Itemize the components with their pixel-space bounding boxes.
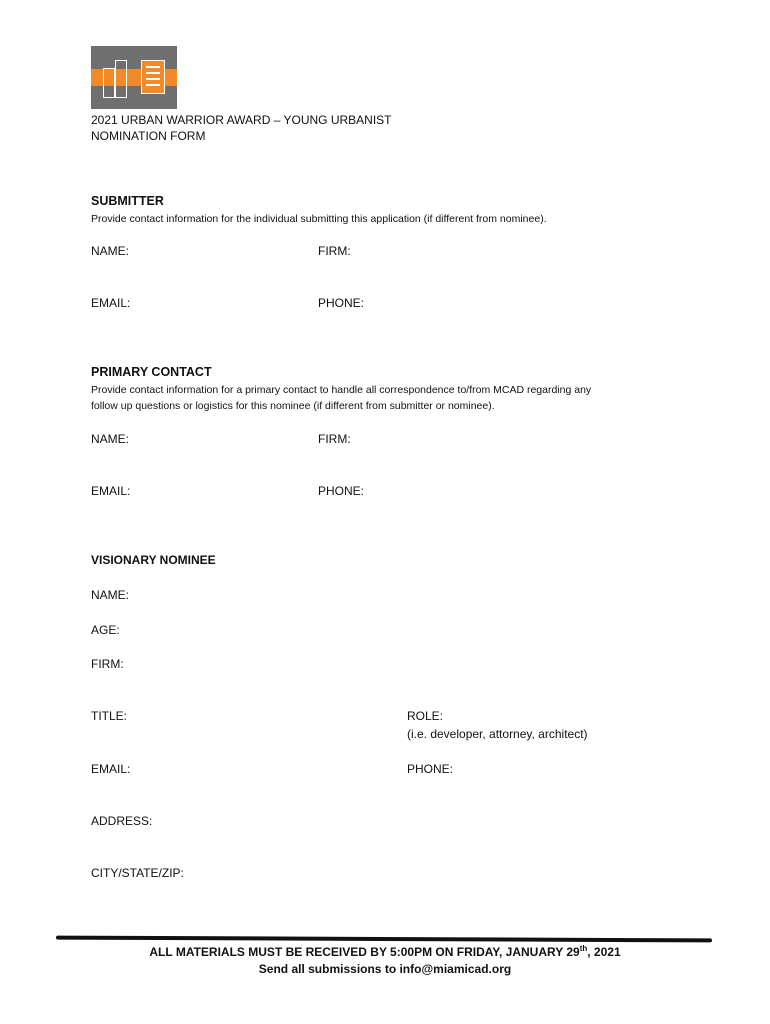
deadline-notice	[0, 944, 770, 959]
submitter-email-label: EMAIL:	[91, 296, 131, 310]
nominee-firm-label: FIRM:	[91, 657, 124, 671]
logo-building-shape	[141, 60, 165, 94]
primary-contact-heading: PRIMARY CONTACT	[91, 365, 212, 379]
nominee-heading: VISIONARY NOMINEE	[91, 553, 216, 567]
primary-contact-description-line2: follow up questions or logistics for this nominee (if different from submitter or nominee).	[91, 400, 495, 412]
form-title-line1: 2021 URBAN WARRIOR AWARD – YOUNG URBANIST	[91, 113, 392, 127]
submission-instructions: Send all submissions to info@miamicad.org	[258, 962, 512, 976]
submitter-description: Provide contact information for the individual submitting this application (if different from nominee).	[91, 213, 547, 225]
primary-contact-email-label: EMAIL:	[91, 484, 131, 498]
nominee-phone-label: PHONE:	[407, 762, 454, 776]
nominee-address-label: ADDRESS:	[91, 814, 153, 828]
form-title	[91, 112, 491, 144]
logo-building-shape	[115, 60, 127, 98]
nominee-role-hint: (i.e. developer, attorney, architect)	[407, 727, 588, 741]
deadline-superscript: th	[579, 944, 588, 953]
primary-contact-name-label: NAME:	[91, 432, 130, 446]
nominee-name-label: NAME:	[91, 588, 130, 602]
nominee-age-label: AGE:	[91, 623, 120, 637]
primary-contact-description-line1: Provide contact information for a primary contact to handle all correspondence to/from MCAD regarding any	[91, 384, 592, 396]
deadline-suffix: , 2021	[587, 945, 621, 959]
form-title-line2: NOMINATION FORM	[91, 129, 206, 143]
nominee-role-label: ROLE:	[407, 709, 444, 723]
submitter-phone-label: PHONE:	[318, 296, 365, 310]
mcad-logo	[91, 46, 177, 109]
submitter-name-label: NAME:	[91, 244, 130, 258]
primary-contact-description	[91, 382, 691, 414]
submitter-firm-label: FIRM:	[318, 244, 351, 258]
nominee-city-state-zip-label: CITY/STATE/ZIP:	[91, 866, 184, 880]
primary-contact-phone-label: PHONE:	[318, 484, 365, 498]
submitter-heading: SUBMITTER	[91, 194, 164, 208]
primary-contact-firm-label: FIRM:	[318, 432, 351, 446]
nominee-title-label: TITLE:	[91, 709, 128, 723]
logo-building-shape	[103, 68, 115, 98]
deadline-prefix: ALL MATERIALS MUST BE RECEIVED BY 5:00PM ON FRIDAY, JANUARY 29	[149, 945, 580, 959]
footer-divider	[56, 936, 712, 943]
nominee-email-label: EMAIL:	[91, 762, 131, 776]
